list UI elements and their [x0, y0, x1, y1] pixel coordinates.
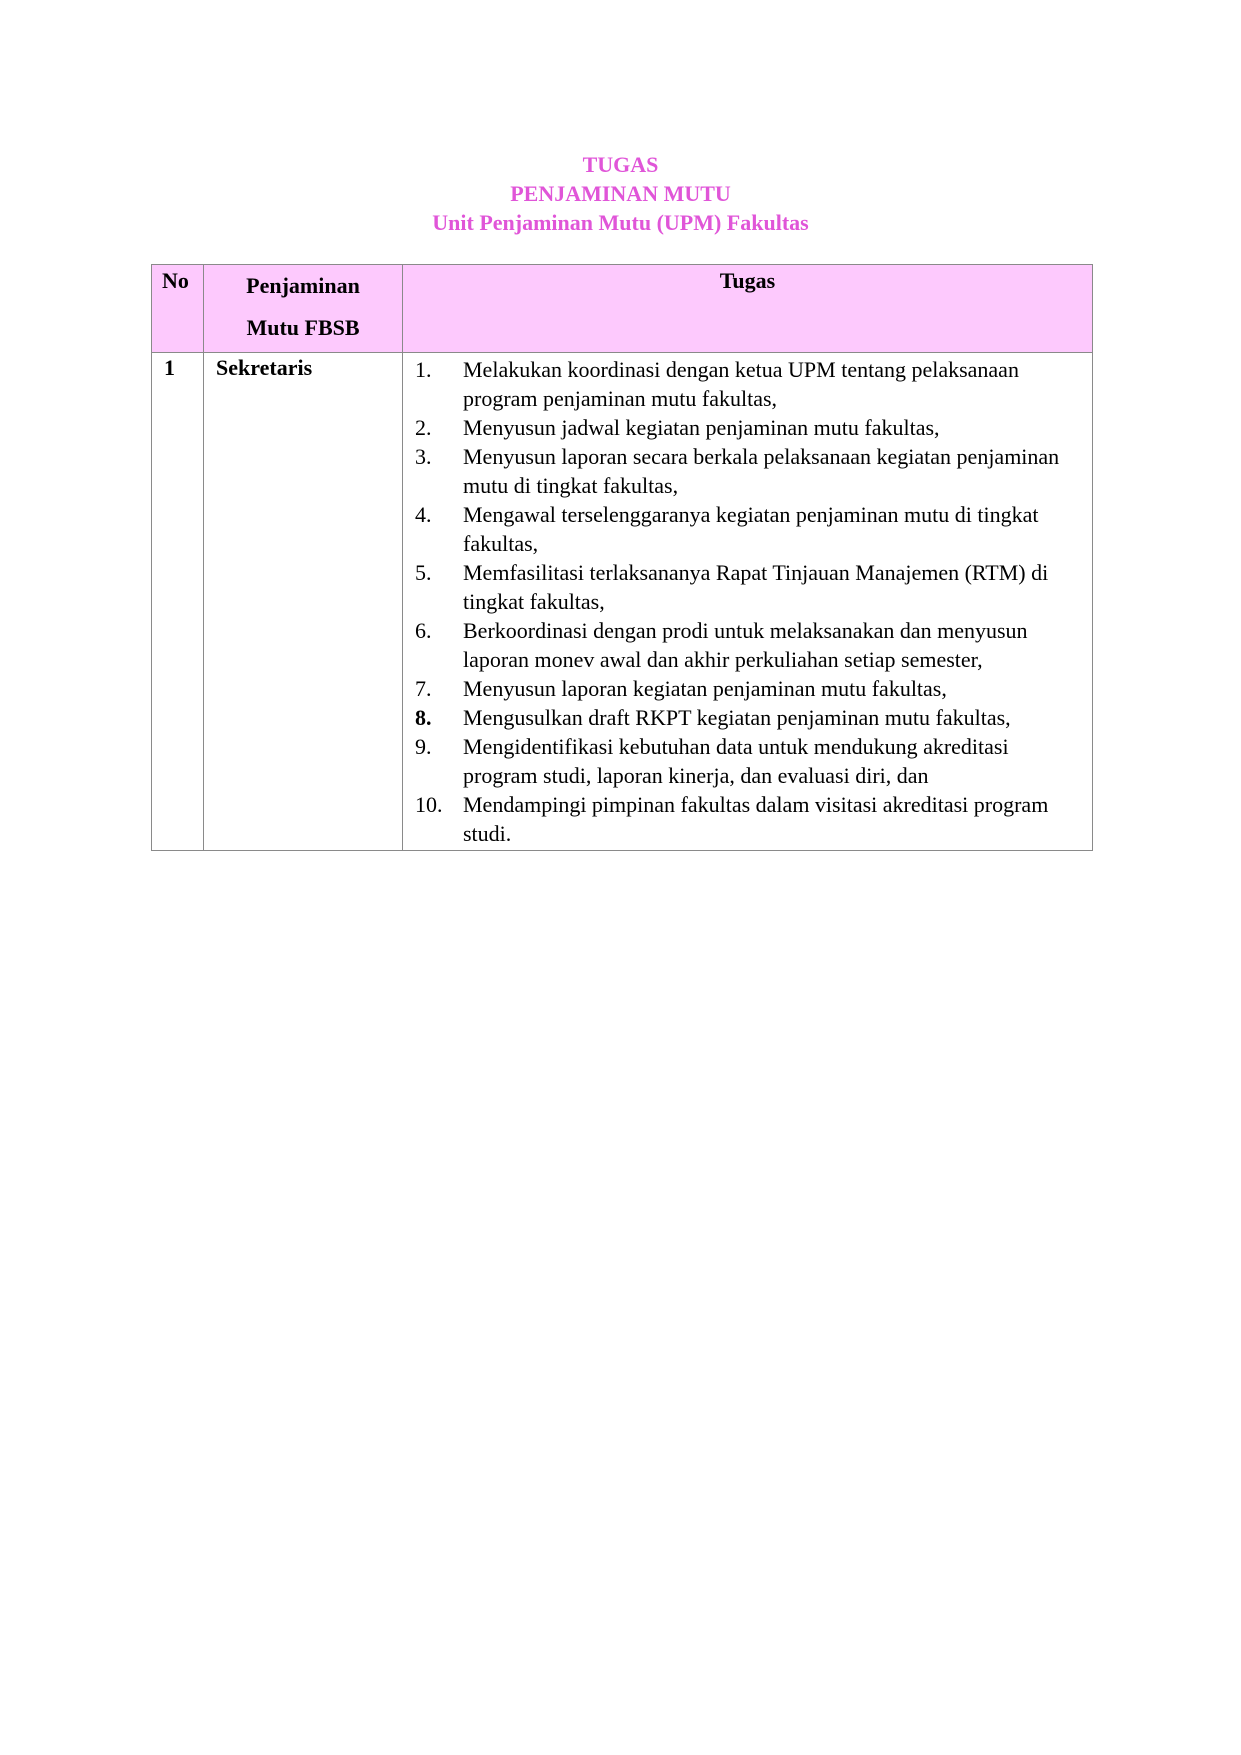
- task-item: [415, 355, 1072, 413]
- task-number: 8.: [415, 705, 432, 730]
- row-tasks: [403, 353, 1093, 851]
- title-line-2: PENJAMINAN MUTU: [510, 181, 731, 206]
- task-item: [415, 732, 1072, 790]
- header-penjaminan-line2: Mutu FBSB: [246, 315, 360, 340]
- header-penjaminan-line1: Penjaminan: [246, 273, 360, 298]
- row-no: 1: [152, 353, 204, 851]
- table-row: [152, 353, 1093, 851]
- table-header-row: [152, 265, 1093, 353]
- task-item: [415, 703, 1072, 732]
- task-number: 10.: [415, 792, 443, 817]
- task-text: Memfasilitasi terlaksananya Rapat Tinjauan Manajemen (RTM) di tingkat fakultas,: [463, 560, 1049, 614]
- task-text: Mengidentifikasi kebutuhan data untuk mendukung akreditasi program studi, laporan kinerja, dan evaluasi diri, dan: [463, 734, 1009, 788]
- task-item: [415, 558, 1072, 616]
- row-role: Sekretaris: [204, 353, 403, 851]
- header-tugas: Tugas: [403, 265, 1093, 353]
- task-text: Berkoordinasi dengan prodi untuk melaksanakan dan menyusun laporan monev awal dan akhir perkuliahan setiap semester,: [463, 618, 1028, 672]
- task-item: [415, 790, 1072, 848]
- task-item: [415, 442, 1072, 500]
- task-number: 3.: [415, 444, 432, 469]
- task-item: [415, 674, 1072, 703]
- task-number: 4.: [415, 502, 432, 527]
- header-penjaminan-mutu: [204, 265, 403, 353]
- task-item: [415, 616, 1072, 674]
- title-line-3: Unit Penjaminan Mutu (UPM) Fakultas: [432, 210, 809, 235]
- task-list: [415, 355, 1072, 848]
- task-number: 9.: [415, 734, 432, 759]
- task-text: Melakukan koordinasi dengan ketua UPM tentang pelaksanaan program penjaminan mutu fakultas,: [463, 357, 1019, 411]
- title-line-1: TUGAS: [582, 152, 659, 177]
- task-number: 6.: [415, 618, 432, 643]
- task-text: Menyusun jadwal kegiatan penjaminan mutu fakultas,: [463, 415, 940, 440]
- task-text: Mengusulkan draft RKPT kegiatan penjaminan mutu fakultas,: [463, 705, 1011, 730]
- task-number: 5.: [415, 560, 432, 585]
- task-text: Mengawal terselenggaranya kegiatan penjaminan mutu di tingkat fakultas,: [463, 502, 1039, 556]
- task-number: 2.: [415, 415, 432, 440]
- task-text: Mendampingi pimpinan fakultas dalam visitasi akreditasi program studi.: [463, 792, 1049, 846]
- task-item: [415, 500, 1072, 558]
- header-no: No: [152, 265, 204, 353]
- tasks-table: [151, 264, 1093, 851]
- task-item: [415, 413, 1072, 442]
- task-number: 1.: [415, 357, 432, 382]
- task-text: Menyusun laporan kegiatan penjaminan mutu fakultas,: [463, 676, 947, 701]
- document-title: [0, 150, 1241, 237]
- task-number: 7.: [415, 676, 432, 701]
- task-text: Menyusun laporan secara berkala pelaksanaan kegiatan penjaminan mutu di tingkat fakultas,: [463, 444, 1060, 498]
